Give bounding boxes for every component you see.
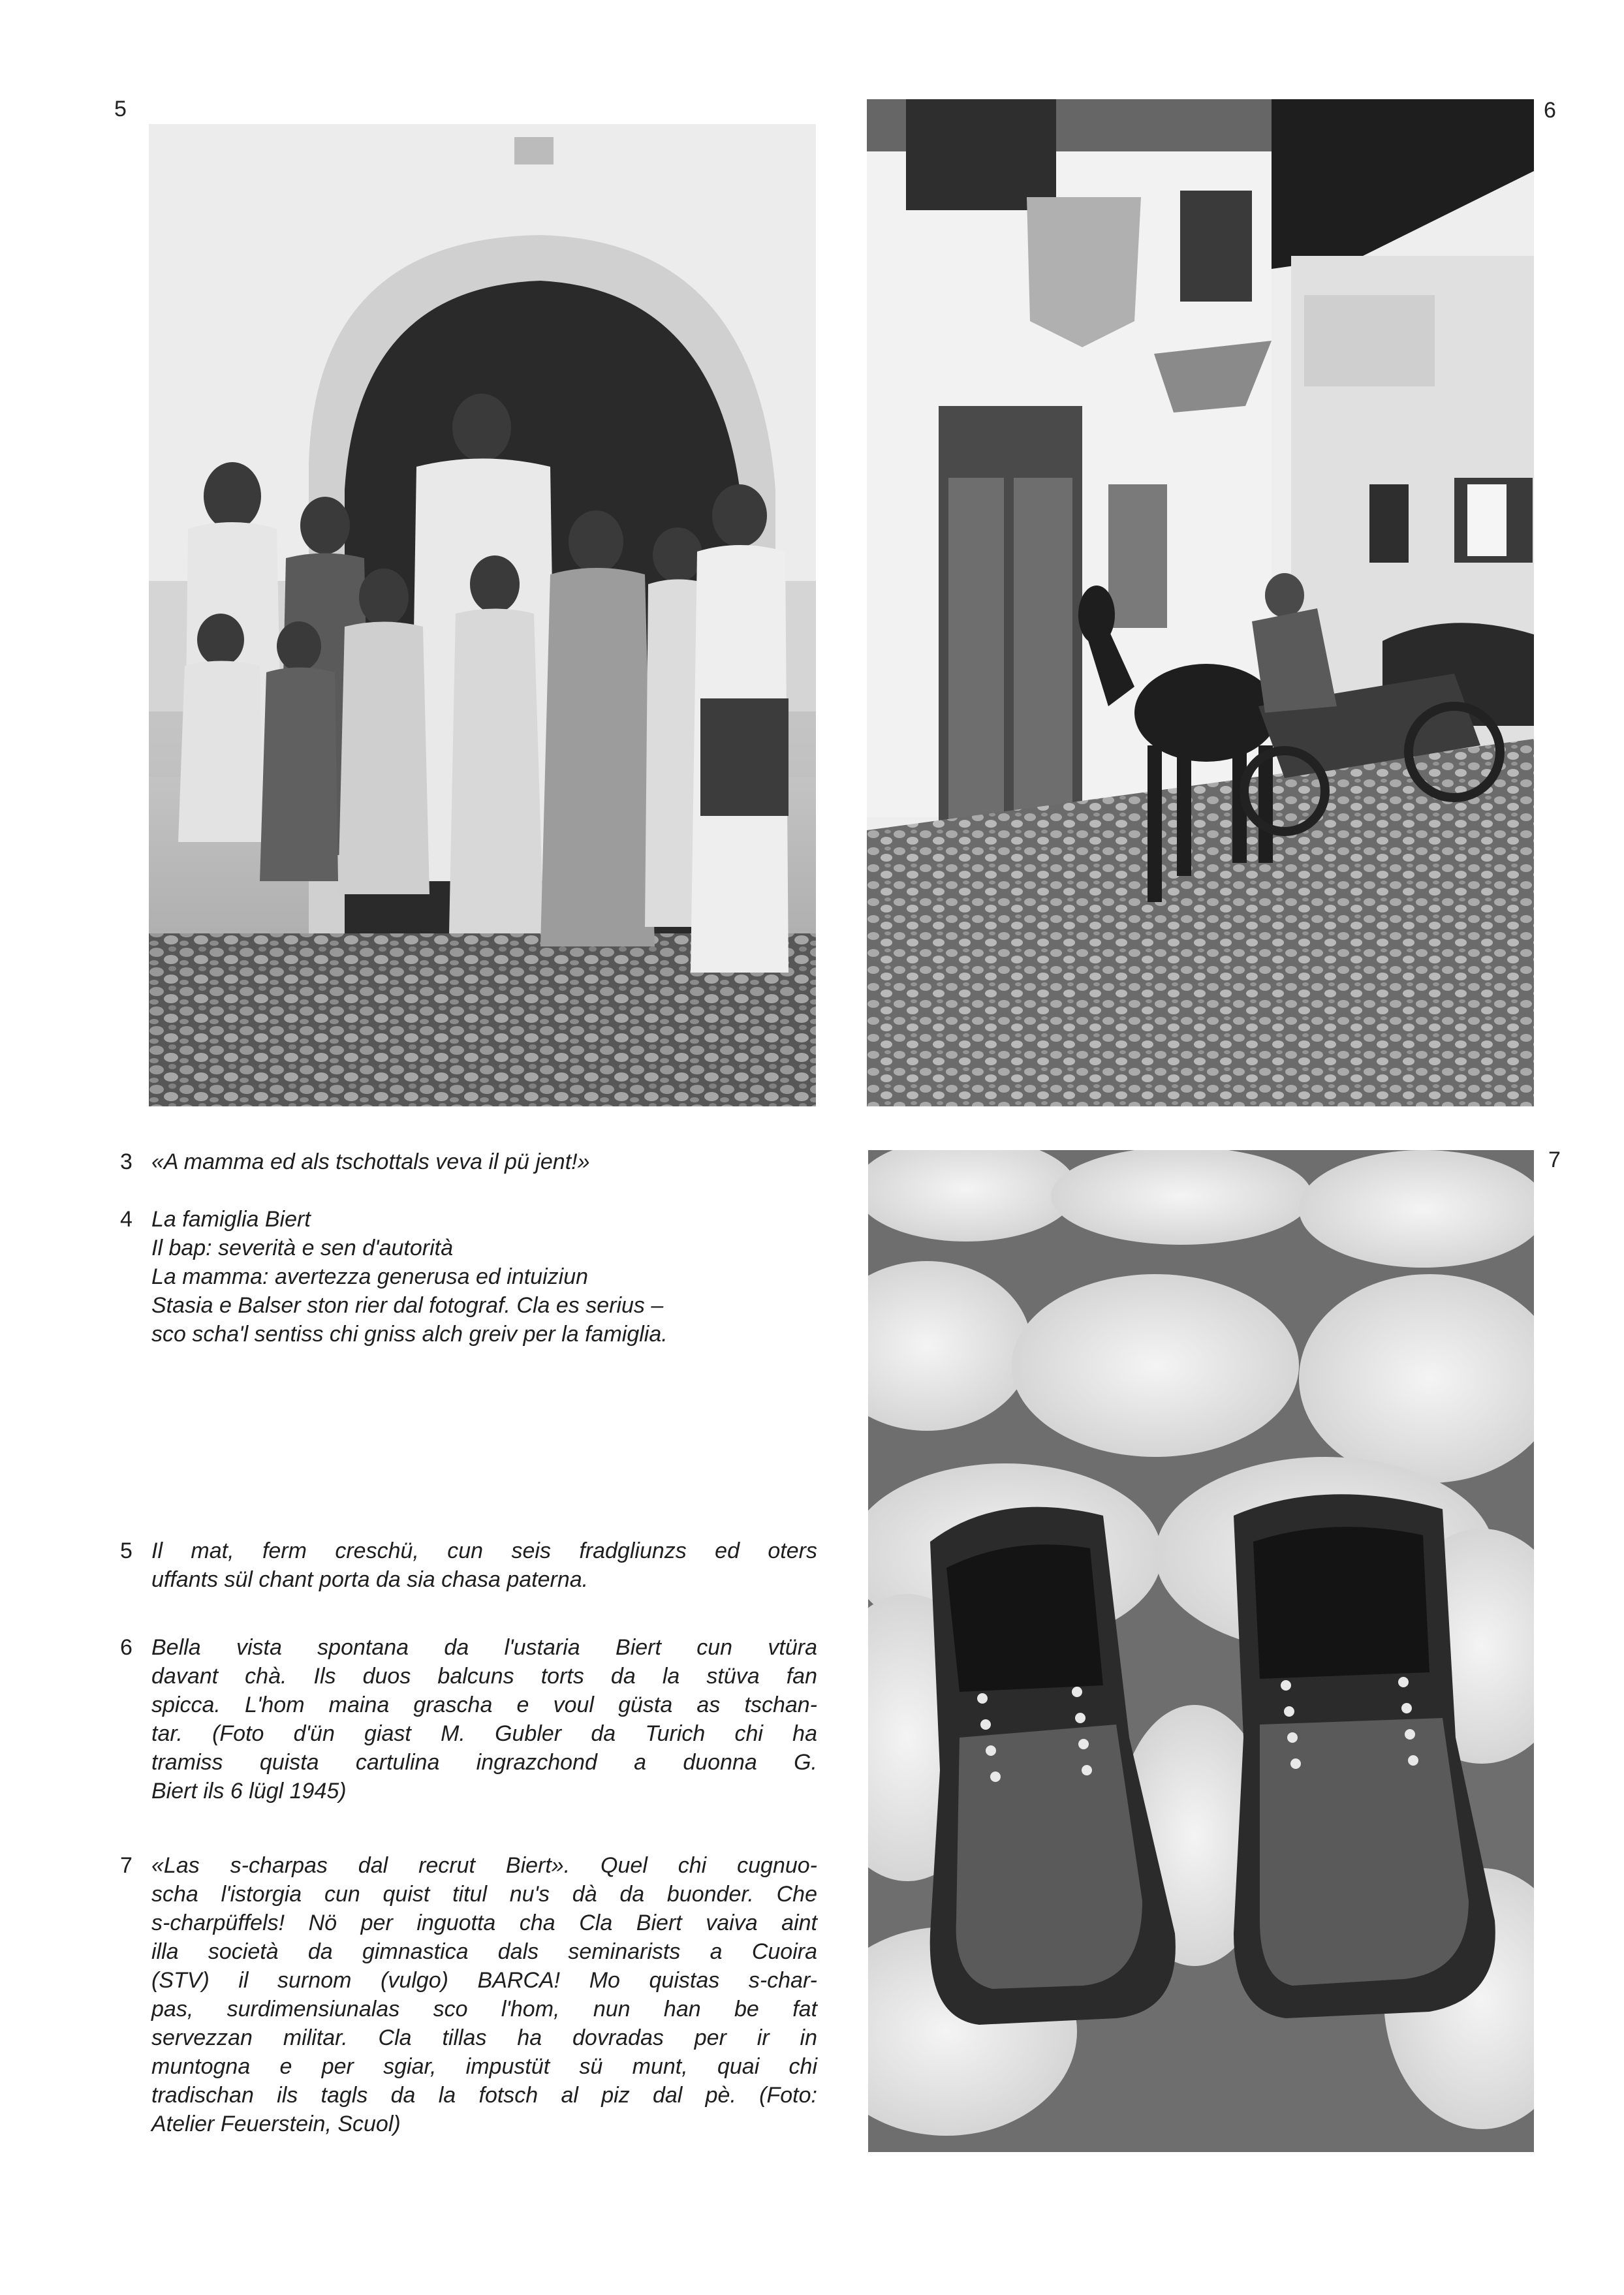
caption-line: Bella vista spontana da l'ustaria Biert cun vtüra [151,1635,817,1660]
caption-number: 7 [120,1853,133,1878]
caption-line: s-charpüffels! Nö per inguotta cha Cla Biert vaiva aint [151,1911,817,1935]
caption-line: «A mamma ed als tschottals veva il pü jent!» [151,1149,590,1174]
caption-line: «Las s-charpas dal recrut Biert». Quel chi cugnuo- [151,1853,817,1878]
caption-7 [120,1851,817,2138]
photo-children-doorway [149,124,816,1106]
caption-number: 5 [120,1538,133,1563]
caption-number: 3 [120,1149,133,1174]
caption-line: servezzan militar. Cla tillas ha dovradas per ir in [151,2025,817,2050]
photo-horse-cart-street [867,99,1534,1106]
page-number-5: 5 [114,97,127,121]
caption-line: Il mat, ferm creschü, cun seis fradgliunzs ed oters [151,1538,817,1563]
caption-line: muntogna e per sgiar, impustüt sü munt, quai chi [151,2054,817,2079]
caption-line: tradischan ils tagls da la fotsch al piz dal pè. (Foto: [151,2083,817,2108]
caption-line: uffants sül chant porta da sia chasa paterna. [151,1567,589,1592]
caption-line: (STV) il surnom (vulgo) BARCA! Mo quistas s-char- [151,1968,817,1993]
caption-line: Atelier Feuerstein, Scuol) [151,2112,401,2136]
caption-line: La famiglia Biert [151,1207,311,1232]
caption-line: La mamma: avertezza generusa ed intuiziun [151,1264,589,1289]
caption-line: Stasia e Balser ston rier dal fotograf. Cla es serius – [151,1293,664,1318]
caption-line: pas, surdimensiunalas sco l'hom, nun han be fat [151,1997,817,2022]
page-number-6: 6 [1544,98,1556,123]
caption-line: illa società da gimnastica dals seminarists a Cuoira [151,1939,817,1964]
photo-worn-boots [868,1150,1534,2152]
caption-4 [120,1205,817,1349]
caption-number: 4 [120,1207,133,1232]
caption-6 [120,1633,817,1805]
caption-line: Il bap: severità e sen d'autorità [151,1236,453,1260]
caption-number: 6 [120,1635,133,1660]
caption-5 [120,1537,817,1594]
page-number-7: 7 [1548,1148,1561,1172]
caption-line: Biert ils 6 lügl 1945) [151,1779,347,1803]
caption-line: tar. (Foto d'ün giast M. Gubler da Turich chi ha [151,1721,817,1746]
caption-line: sco scha'l sentiss chi gniss alch greiv per la famiglia. [151,1322,668,1347]
caption-3 [120,1148,817,1176]
caption-line: tramiss quista cartulina ingrazchond a duonna G. [151,1750,817,1775]
caption-line: spicca. L'hom maina grascha e voul güsta as tschan- [151,1693,817,1717]
caption-line: davant chà. Ils duos balcuns torts da la stüva fan [151,1664,817,1689]
caption-line: scha l'istorgia cun quist titul nu's dà da buonder. Che [151,1882,817,1907]
